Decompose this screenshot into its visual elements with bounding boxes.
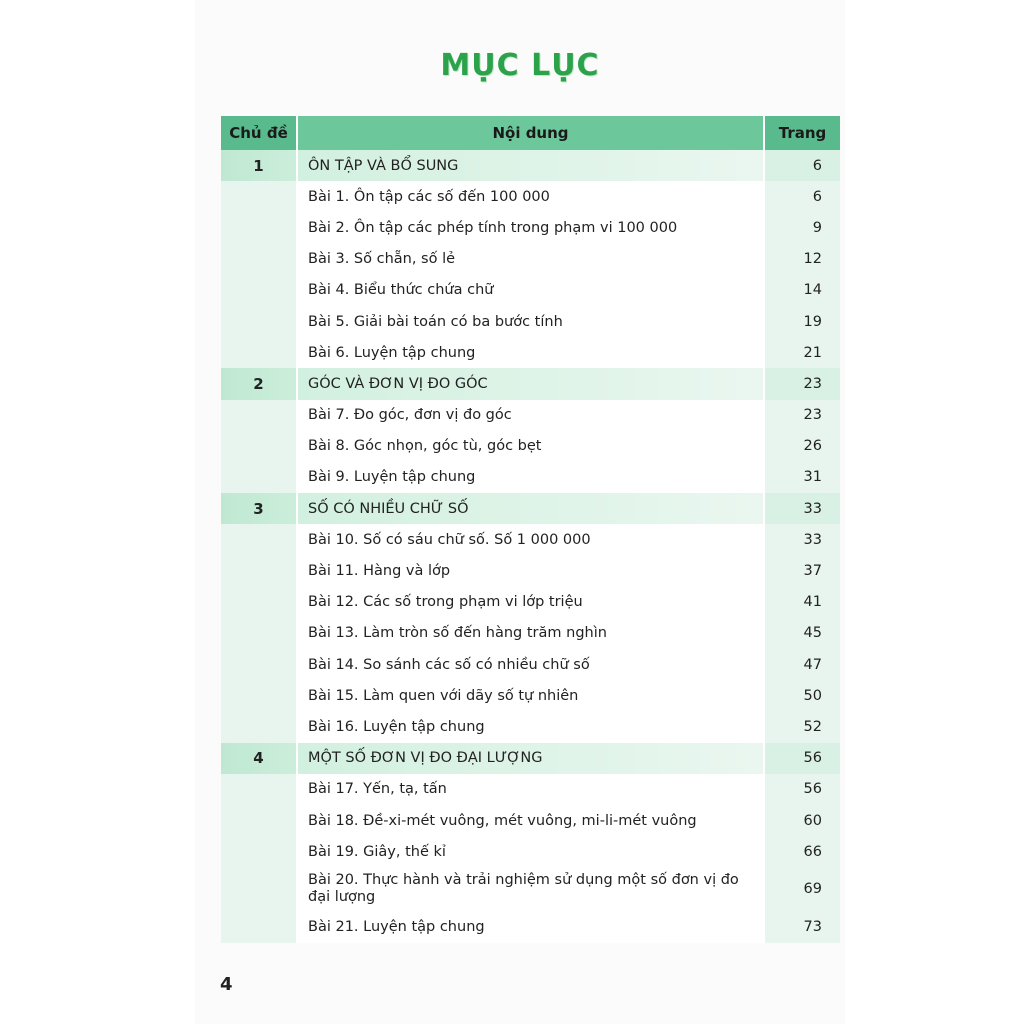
lesson-row	[221, 680, 840, 711]
chapter-title: SỐ CÓ NHIỀU CHỮ SỐ	[297, 493, 764, 524]
lesson-title: Bài 8. Góc nhọn, góc tù, góc bẹt	[297, 431, 764, 462]
lesson-title: Bài 18. Đề-xi-mét vuông, mét vuông, mi-li-mét vuông	[297, 805, 764, 836]
lesson-row	[221, 462, 840, 493]
page-ref: 26	[764, 431, 840, 462]
page-ref: 21	[764, 337, 840, 368]
topic-number	[221, 805, 297, 836]
page-ref: 69	[764, 867, 840, 911]
header-page: Trang	[764, 116, 840, 150]
lesson-title: Bài 1. Ôn tập các số đến 100 000	[297, 181, 764, 212]
topic-number	[221, 911, 297, 942]
page-number: 4	[220, 974, 233, 995]
lesson-title: Bài 21. Luyện tập chung	[297, 911, 764, 942]
lesson-title: Bài 19. Giây, thế kỉ	[297, 836, 764, 867]
lesson-row	[221, 711, 840, 742]
chapter-row	[221, 743, 840, 774]
lesson-title: Bài 2. Ôn tập các phép tính trong phạm vi 100 000	[297, 212, 764, 243]
topic-number	[221, 680, 297, 711]
lesson-row	[221, 400, 840, 431]
topic-number	[221, 867, 297, 911]
topic-number	[221, 774, 297, 805]
topic-number	[221, 337, 297, 368]
topic-number	[221, 275, 297, 306]
chapter-row	[221, 368, 840, 399]
lesson-title: Bài 7. Đo góc, đơn vị đo góc	[297, 400, 764, 431]
lesson-title: Bài 10. Số có sáu chữ số. Số 1 000 000	[297, 524, 764, 555]
page-ref: 33	[764, 524, 840, 555]
topic-number: 3	[221, 493, 297, 524]
topic-number	[221, 555, 297, 586]
chapter-title: MỘT SỐ ĐƠN VỊ ĐO ĐẠI LƯỢNG	[297, 743, 764, 774]
page-ref: 41	[764, 587, 840, 618]
page-ref: 14	[764, 275, 840, 306]
topic-number	[221, 306, 297, 337]
topic-number	[221, 618, 297, 649]
lesson-title: Bài 16. Luyện tập chung	[297, 711, 764, 742]
lesson-title: Bài 17. Yến, tạ, tấn	[297, 774, 764, 805]
lesson-row	[221, 524, 840, 555]
topic-number	[221, 836, 297, 867]
page-ref: 56	[764, 743, 840, 774]
page-ref: 9	[764, 212, 840, 243]
lesson-title: Bài 20. Thực hành và trải nghiệm sử dụng một số đơn vị đo đại lượng	[297, 867, 764, 911]
page-ref: 45	[764, 618, 840, 649]
topic-number	[221, 524, 297, 555]
lesson-row	[221, 587, 840, 618]
topic-number	[221, 711, 297, 742]
topic-number: 4	[221, 743, 297, 774]
lesson-title: Bài 12. Các số trong phạm vi lớp triệu	[297, 587, 764, 618]
lesson-title: Bài 11. Hàng và lớp	[297, 555, 764, 586]
page-ref: 12	[764, 244, 840, 275]
lesson-row	[221, 337, 840, 368]
lesson-title: Bài 14. So sánh các số có nhiều chữ số	[297, 649, 764, 680]
chapter-title: GÓC VÀ ĐƠN VỊ ĐO GÓC	[297, 368, 764, 399]
header-topic: Chủ đề	[221, 116, 297, 150]
lesson-row	[221, 212, 840, 243]
lesson-title: Bài 9. Luyện tập chung	[297, 462, 764, 493]
chapter-row	[221, 493, 840, 524]
page-ref: 60	[764, 805, 840, 836]
topic-number	[221, 244, 297, 275]
lesson-row	[221, 649, 840, 680]
topic-number: 2	[221, 368, 297, 399]
lesson-row	[221, 911, 840, 942]
lesson-title: Bài 3. Số chẵn, số lẻ	[297, 244, 764, 275]
lesson-row	[221, 306, 840, 337]
lesson-row	[221, 618, 840, 649]
page-ref: 47	[764, 649, 840, 680]
lesson-row	[221, 431, 840, 462]
table-of-contents	[221, 116, 840, 943]
lesson-row	[221, 774, 840, 805]
lesson-title: Bài 4. Biểu thức chứa chữ	[297, 275, 764, 306]
page-ref: 56	[764, 774, 840, 805]
lesson-title: Bài 5. Giải bài toán có ba bước tính	[297, 306, 764, 337]
topic-number	[221, 587, 297, 618]
topic-number	[221, 181, 297, 212]
lesson-title: Bài 6. Luyện tập chung	[297, 337, 764, 368]
page-ref: 50	[764, 680, 840, 711]
topic-number	[221, 400, 297, 431]
topic-number: 1	[221, 150, 297, 181]
lesson-row	[221, 805, 840, 836]
page-ref: 19	[764, 306, 840, 337]
page-ref: 6	[764, 181, 840, 212]
lesson-title: Bài 13. Làm tròn số đến hàng trăm nghìn	[297, 618, 764, 649]
topic-number	[221, 431, 297, 462]
page-ref: 66	[764, 836, 840, 867]
topic-number	[221, 649, 297, 680]
toc-body	[221, 150, 840, 943]
lesson-row	[221, 867, 840, 911]
page-ref: 52	[764, 711, 840, 742]
page-ref: 23	[764, 368, 840, 399]
lesson-row	[221, 275, 840, 306]
lesson-row	[221, 555, 840, 586]
chapter-title: ÔN TẬP VÀ BỔ SUNG	[297, 150, 764, 181]
lesson-row	[221, 836, 840, 867]
topic-number	[221, 462, 297, 493]
page-ref: 37	[764, 555, 840, 586]
header-content: Nội dung	[297, 116, 764, 150]
lesson-title: Bài 15. Làm quen với dãy số tự nhiên	[297, 680, 764, 711]
page-ref: 23	[764, 400, 840, 431]
page-ref: 31	[764, 462, 840, 493]
header-row	[221, 116, 840, 150]
page-ref: 73	[764, 911, 840, 942]
chapter-row	[221, 150, 840, 181]
topic-number	[221, 212, 297, 243]
page-ref: 6	[764, 150, 840, 181]
page-title: MỤC LỤC	[440, 48, 600, 83]
lesson-row	[221, 244, 840, 275]
page-ref: 33	[764, 493, 840, 524]
lesson-row	[221, 181, 840, 212]
